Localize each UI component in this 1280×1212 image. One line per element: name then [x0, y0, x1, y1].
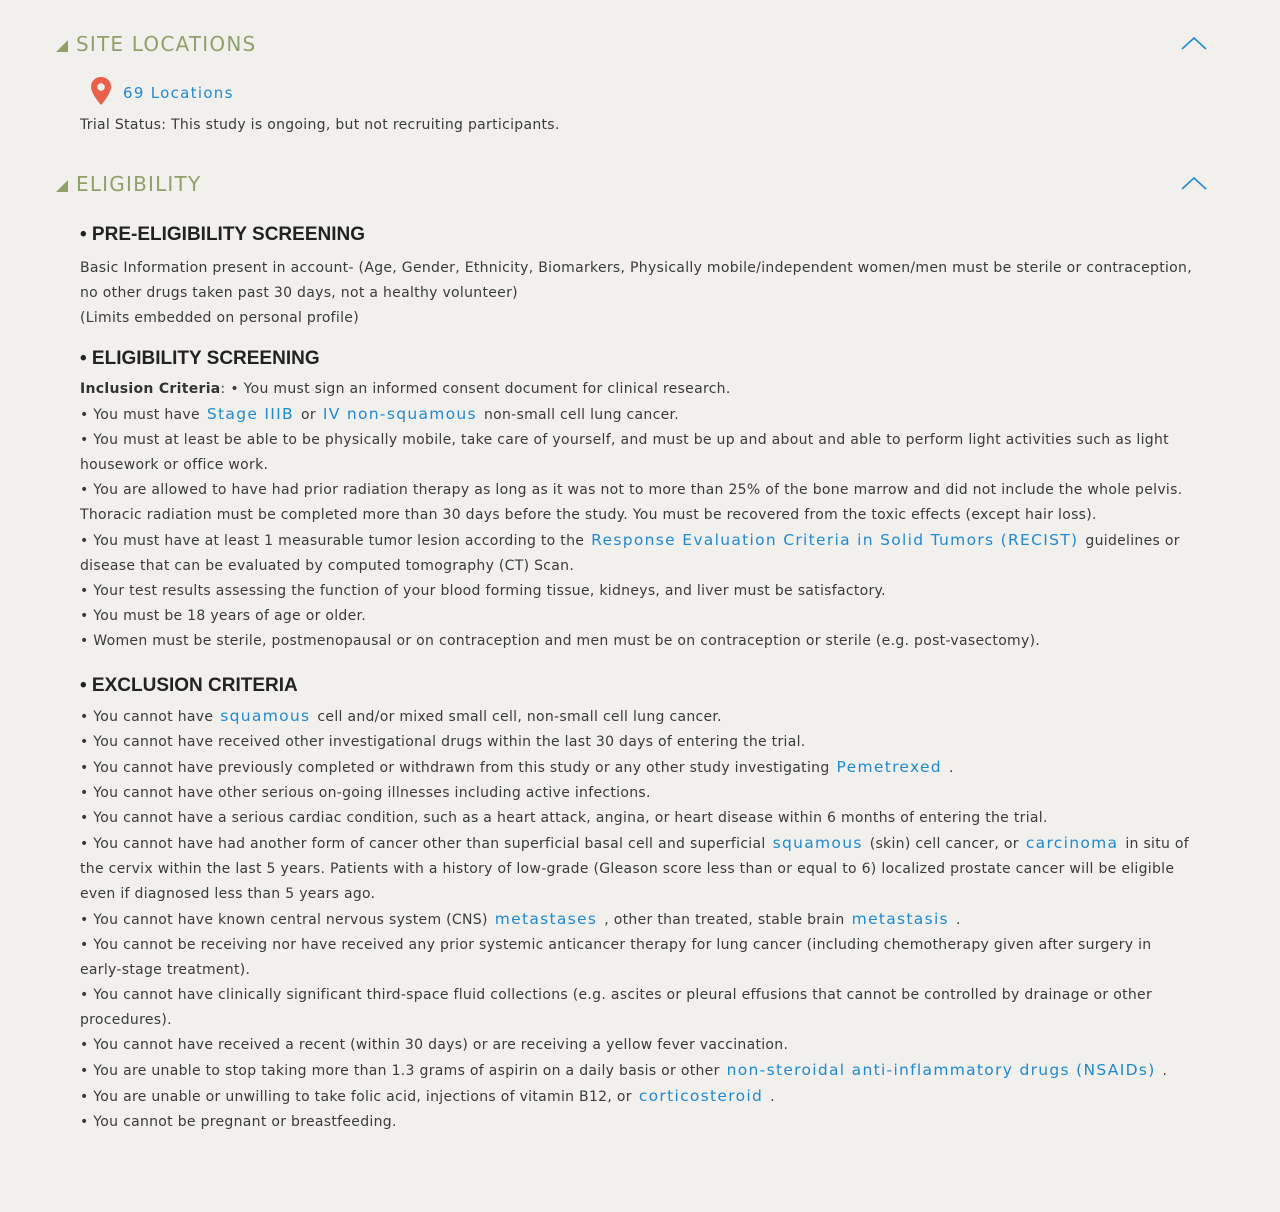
- map-pin-icon: [90, 76, 112, 106]
- inclusion-item: • You must at least be able to be physically mobile, take care of yourself, and must be up and about and able to perform light activities such as light housework or office work.: [80, 432, 1169, 473]
- collapse-triangle-icon: [56, 40, 68, 52]
- inclusion-label: Inclusion Criteria: [80, 381, 221, 397]
- eligibility-header: [56, 171, 1210, 201]
- site-locations-title: SITE LOCATIONS: [76, 32, 257, 56]
- metastases-link[interactable]: metastases: [494, 910, 598, 928]
- inclusion-item: • You must have Stage IIIB or IV non-squamous non-small cell lung cancer.: [80, 405, 680, 423]
- site-locations-header: [56, 31, 1210, 61]
- squamous-link[interactable]: squamous: [772, 834, 863, 852]
- exclusion-item: • You cannot have had another form of cancer other than superficial basal cell and superficial squamous (skin) cell cancer, or carcinoma in situ of the cervix within the last 5 years. Patients with a history of low-grade (Gleason score less than or equal to 6) localized prostate cancer will be eligible even if diagnosed less than 5 years ago.: [80, 834, 1190, 902]
- trial-status: Trial Status: This study is ongoing, but not recruiting participants.: [80, 117, 560, 133]
- inclusion-item: • You must have at least 1 measurable tumor lesion according to the Response Evaluation Criteria in Solid Tumors (RECIST) guidelines or disease that can be evaluated by computed tomography (CT) Scan.: [80, 531, 1180, 574]
- collapse-triangle-icon: [56, 180, 68, 192]
- exclusion-item: • You are unable or unwilling to take folic acid, injections of vitamin B12, or corticosteroid .: [80, 1087, 775, 1105]
- pre-eligibility-heading: • PRE-ELIGIBILITY SCREENING: [80, 224, 365, 245]
- chevron-up-icon[interactable]: [1180, 35, 1208, 51]
- inclusion-item: • Your test results assessing the function of your blood forming tissue, kidneys, and liver must be satisfactory.: [80, 583, 886, 599]
- exclusion-item: • You cannot be pregnant or breastfeeding.: [80, 1114, 397, 1130]
- exclusion-item: • You cannot have clinically significant third-space fluid collections (e.g. ascites or pleural effusions that cannot be controlled by drainage or other procedures).: [80, 987, 1153, 1028]
- squamous-link[interactable]: squamous: [220, 707, 311, 725]
- chevron-up-icon[interactable]: [1180, 175, 1208, 191]
- pre-eligibility-text: Basic Information present in account- (Age, Gender, Ethnicity, Biomarkers, Physically mobile/independent women/men must be sterile or contraception, no other drugs taken past 30 days, not a healthy volunteer): [80, 260, 1192, 301]
- locations-link[interactable]: 69 Locations: [123, 84, 234, 102]
- pre-eligibility-note: (Limits embedded on personal profile): [80, 310, 359, 326]
- exclusion-item: • You cannot have other serious on-going illnesses including active infections.: [80, 785, 651, 801]
- inclusion-item: • Women must be sterile, postmenopausal or on contraception and men must be on contraception or sterile (e.g. post-vasectomy).: [80, 633, 1041, 649]
- metastasis-link[interactable]: metastasis: [851, 910, 949, 928]
- carcinoma-link[interactable]: carcinoma: [1025, 834, 1119, 852]
- iv-non-squamous-link[interactable]: IV non-squamous: [322, 405, 477, 423]
- inclusion-item: • You are allowed to have had prior radiation therapy as long as it was not to more than 25% of the bone marrow and did not include the whole pelvis. Thoracic radiation must be completed more than 30 days before the study. You must be recovered from the toxic effects (except hair loss).: [80, 482, 1183, 523]
- exclusion-item: • You cannot have received other investigational drugs within the last 30 days of entering the trial.: [80, 734, 806, 750]
- inclusion-item: • You must be 18 years of age or older.: [80, 608, 367, 624]
- exclusion-item: • You cannot have known central nervous system (CNS) metastases , other than treated, stable brain metastasis .: [80, 910, 961, 928]
- exclusion-item: • You cannot have a serious cardiac condition, such as a heart attack, angina, or heart disease within 6 months of entering the trial.: [80, 810, 1048, 826]
- eligibility-title: ELIGIBILITY: [76, 172, 202, 196]
- exclusion-item: • You are unable to stop taking more than 1.3 grams of aspirin on a daily basis or other non-steroidal anti-inflammatory drugs (NSAIDs) .: [80, 1061, 1168, 1079]
- inclusion-item: Inclusion Criteria: • You must sign an informed consent document for clinical research.: [80, 381, 731, 397]
- eligibility-content: [80, 220, 1192, 1135]
- pemetrexed-link[interactable]: Pemetrexed: [836, 758, 942, 776]
- exclusion-item: • You cannot be receiving nor have received any prior systemic anticancer therapy for lung cancer (including chemotherapy given after surgery in early-stage treatment).: [80, 937, 1152, 978]
- exclusion-item: • You cannot have previously completed or withdrawn from this study or any other study investigating Pemetrexed .: [80, 758, 954, 776]
- stage-iiib-link[interactable]: Stage IIIB: [206, 405, 294, 423]
- nsaids-link[interactable]: non-steroidal anti-inflammatory drugs (NSAIDs): [726, 1061, 1156, 1079]
- recist-link[interactable]: Response Evaluation Criteria in Solid Tumors (RECIST): [591, 531, 1079, 549]
- eligibility-screening-heading: • ELIGIBILITY SCREENING: [80, 348, 320, 369]
- corticosteroid-link[interactable]: corticosteroid: [638, 1087, 764, 1105]
- exclusion-item: • You cannot have received a recent (within 30 days) or are receiving a yellow fever vaccination.: [80, 1037, 789, 1053]
- exclusion-criteria-heading: • EXCLUSION CRITERIA: [80, 675, 298, 696]
- exclusion-item: • You cannot have squamous cell and/or mixed small cell, non-small cell lung cancer.: [80, 707, 722, 725]
